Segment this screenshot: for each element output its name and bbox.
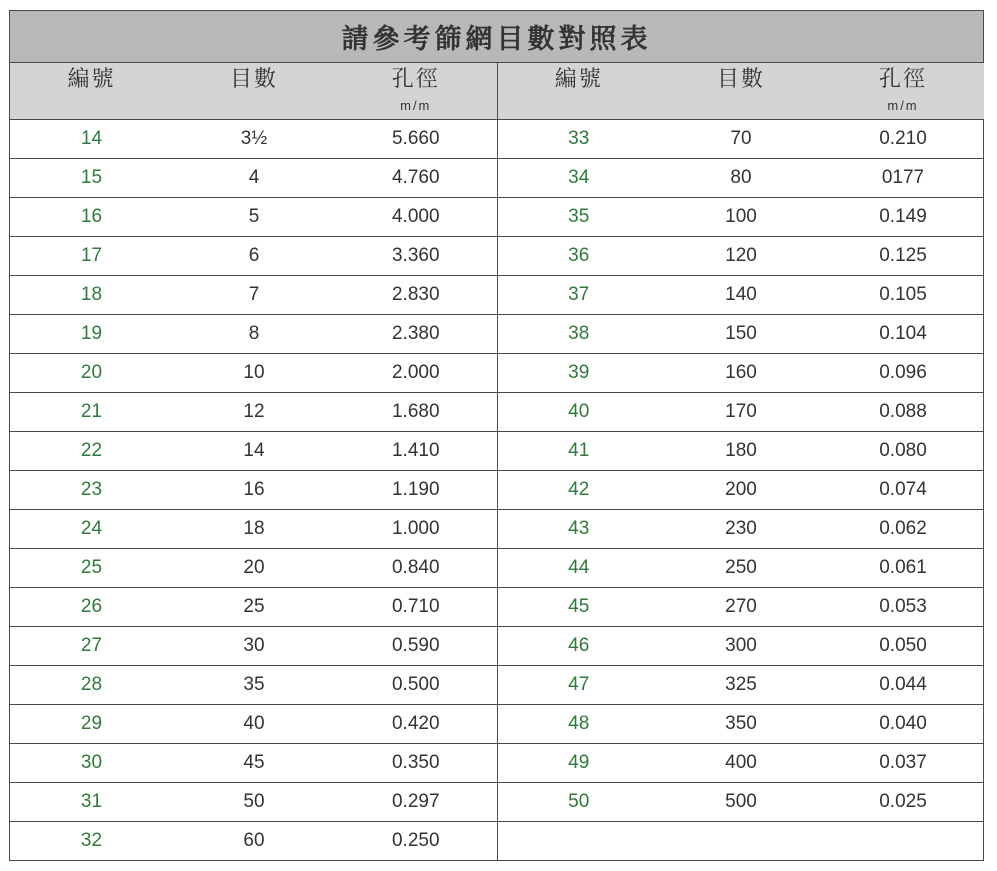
right-aperture-cell: 0.149 <box>822 198 984 237</box>
left-aperture-cell: 0.250 <box>335 822 497 861</box>
table-row <box>10 237 984 276</box>
right-aperture-cell: 0.125 <box>822 237 984 276</box>
left-mesh-cell: 12 <box>173 393 335 432</box>
left-aperture-cell: 1.680 <box>335 393 497 432</box>
mesh-table <box>10 63 984 860</box>
left-mesh-cell: 60 <box>243 830 265 851</box>
left-aperture-cell: 4.000 <box>335 198 497 237</box>
left-aperture-cell: 0.710 <box>335 588 497 627</box>
right-mesh-cell: 150 <box>660 315 822 354</box>
table-row <box>10 159 984 198</box>
left-mesh-cell: 18 <box>173 510 335 549</box>
right-mesh-cell: 200 <box>660 471 822 510</box>
table-row <box>10 510 984 549</box>
table-row <box>10 783 984 822</box>
left-aperture-cell: 2.830 <box>335 276 497 315</box>
right-mesh-cell: 350 <box>660 705 822 744</box>
right-aperture-cell: 0.096 <box>822 354 984 393</box>
right-mesh-cell: 80 <box>660 159 822 198</box>
header-aperture-right: 孔徑 m/m <box>822 63 984 120</box>
left-mesh-cell: 6 <box>173 237 335 276</box>
right-aperture-cell: 0177 <box>822 159 984 198</box>
left-aperture-cell: 3.360 <box>335 237 497 276</box>
table-row <box>10 549 984 588</box>
right-aperture-cell: 0.104 <box>822 315 984 354</box>
left-aperture-cell: 1.000 <box>335 510 497 549</box>
left-mesh-cell: 20 <box>173 549 335 588</box>
left-mesh-cell: 4 <box>173 159 335 198</box>
left-code-cell: 24 <box>10 510 173 549</box>
table-row <box>10 276 984 315</box>
table-title: 請參考篩網目數對照表 <box>10 11 983 63</box>
right-code-cell: 41 <box>497 432 660 471</box>
right-code-cell: 42 <box>497 471 660 510</box>
left-mesh-cell: 3½ <box>173 120 335 159</box>
left-mesh-cell: 7 <box>173 276 335 315</box>
table-row <box>10 588 984 627</box>
left-code-cell: 25 <box>10 549 173 588</box>
left-code-cell: 14 <box>10 120 173 159</box>
aperture-unit-right: m/m <box>887 98 919 113</box>
right-code-cell: 40 <box>497 393 660 432</box>
right-code-cell: 39 <box>497 354 660 393</box>
left-code-cell: 21 <box>10 393 173 432</box>
left-code-cell: 15 <box>10 159 173 198</box>
right-aperture-cell: 0.105 <box>822 276 984 315</box>
left-code-cell: 30 <box>10 744 173 783</box>
left-aperture-cell: 0.297 <box>335 783 497 822</box>
left-aperture-cell: 0.350 <box>335 744 497 783</box>
table-row <box>10 198 984 237</box>
right-code-cell: 37 <box>497 276 660 315</box>
left-code-cell: 28 <box>10 666 173 705</box>
right-code-cell: 49 <box>497 744 660 783</box>
right-aperture-cell: 0.037 <box>822 744 984 783</box>
table-row <box>10 393 984 432</box>
left-aperture-cell: 0.590 <box>335 627 497 666</box>
header-mesh-left: 目數 <box>173 63 335 120</box>
left-code-cell: 18 <box>10 276 173 315</box>
right-mesh-cell: 300 <box>660 627 822 666</box>
left-mesh-cell: 16 <box>173 471 335 510</box>
table-row <box>10 315 984 354</box>
right-mesh-cell: 325 <box>660 666 822 705</box>
right-code-cell: 35 <box>497 198 660 237</box>
left-aperture-cell: 1.410 <box>335 432 497 471</box>
header-code-right: 編號 <box>497 63 660 120</box>
left-code-cell: 31 <box>10 783 173 822</box>
left-aperture-cell: 5.660 <box>335 120 497 159</box>
right-mesh-cell: 230 <box>660 510 822 549</box>
right-aperture-cell <box>822 822 984 861</box>
left-mesh-cell: 25 <box>173 588 335 627</box>
table-body <box>10 120 984 861</box>
table-row <box>10 432 984 471</box>
right-mesh-cell: 120 <box>660 237 822 276</box>
left-code-cell: 22 <box>10 432 173 471</box>
left-code-cell: 27 <box>10 627 173 666</box>
right-mesh-cell: 70 <box>660 120 822 159</box>
right-aperture-cell: 0.062 <box>822 510 984 549</box>
right-code-cell: 47 <box>497 666 660 705</box>
left-aperture-cell: 4.760 <box>335 159 497 198</box>
table-row <box>10 705 984 744</box>
right-mesh-cell: 250 <box>660 549 822 588</box>
right-code-cell: 43 <box>497 510 660 549</box>
right-code-cell: 33 <box>497 120 660 159</box>
right-aperture-cell: 0.088 <box>822 393 984 432</box>
right-mesh-cell: 100 <box>660 198 822 237</box>
right-code-cell: 44 <box>497 549 660 588</box>
right-mesh-cell: 180 <box>660 432 822 471</box>
left-code-cell: 17 <box>10 237 173 276</box>
left-mesh-cell: 10 <box>173 354 335 393</box>
table-row <box>10 666 984 705</box>
right-mesh-cell <box>660 822 822 861</box>
right-mesh-cell: 160 <box>660 354 822 393</box>
right-mesh-cell: 140 <box>660 276 822 315</box>
left-code-cell: 23 <box>10 471 173 510</box>
right-code-cell: 45 <box>497 588 660 627</box>
right-mesh-cell: 270 <box>660 588 822 627</box>
table-row <box>10 822 984 861</box>
right-aperture-cell: 0.080 <box>822 432 984 471</box>
left-code-cell: 19 <box>10 315 173 354</box>
table-row <box>10 120 984 159</box>
left-mesh-cell: 14 <box>173 432 335 471</box>
left-aperture-cell: 1.190 <box>335 471 497 510</box>
table-row <box>10 354 984 393</box>
right-mesh-cell: 170 <box>660 393 822 432</box>
left-mesh-cell: 45 <box>173 744 335 783</box>
right-code-cell: 46 <box>497 627 660 666</box>
left-aperture-cell: 0.420 <box>335 705 497 744</box>
right-aperture-cell: 0.061 <box>822 549 984 588</box>
aperture-unit-left: m/m <box>400 98 432 113</box>
right-aperture-cell: 0.050 <box>822 627 984 666</box>
right-aperture-cell: 0.074 <box>822 471 984 510</box>
table-row <box>10 744 984 783</box>
left-mesh-cell: 50 <box>173 783 335 822</box>
right-code-cell: 36 <box>497 237 660 276</box>
mesh-reference-table <box>9 10 984 861</box>
left-code-cell: 26 <box>10 588 173 627</box>
left-aperture-cell: 2.380 <box>335 315 497 354</box>
left-aperture-cell: 0.840 <box>335 549 497 588</box>
right-aperture-cell: 0.053 <box>822 588 984 627</box>
left-mesh-cell: 30 <box>173 627 335 666</box>
left-mesh-cell: 8 <box>173 315 335 354</box>
right-code-cell: 34 <box>497 159 660 198</box>
left-code-cell: 20 <box>10 354 173 393</box>
table-row <box>10 627 984 666</box>
table-header <box>10 63 984 120</box>
left-code-cell: 29 <box>10 705 173 744</box>
left-aperture-cell: 2.000 <box>335 354 497 393</box>
right-mesh-cell: 500 <box>660 783 822 822</box>
right-aperture-cell: 0.040 <box>822 705 984 744</box>
left-mesh-cell: 5 <box>173 198 335 237</box>
left-aperture-cell: 0.500 <box>335 666 497 705</box>
header-code-left: 編號 <box>10 63 173 120</box>
right-code-cell <box>497 822 660 861</box>
right-aperture-cell: 0.025 <box>822 783 984 822</box>
header-mesh-right: 目數 <box>660 63 822 120</box>
left-code-cell: 16 <box>10 198 173 237</box>
right-mesh-cell: 400 <box>660 744 822 783</box>
table-row <box>10 471 984 510</box>
right-aperture-cell: 0.044 <box>822 666 984 705</box>
right-code-cell: 50 <box>497 783 660 822</box>
header-row <box>10 63 984 120</box>
right-code-cell: 48 <box>497 705 660 744</box>
header-aperture-left: 孔徑 m/m <box>335 63 497 120</box>
left-code-cell: 32 <box>80 830 103 851</box>
right-aperture-cell: 0.210 <box>822 120 984 159</box>
left-mesh-cell: 40 <box>173 705 335 744</box>
right-code-cell: 38 <box>497 315 660 354</box>
left-mesh-cell: 35 <box>173 666 335 705</box>
